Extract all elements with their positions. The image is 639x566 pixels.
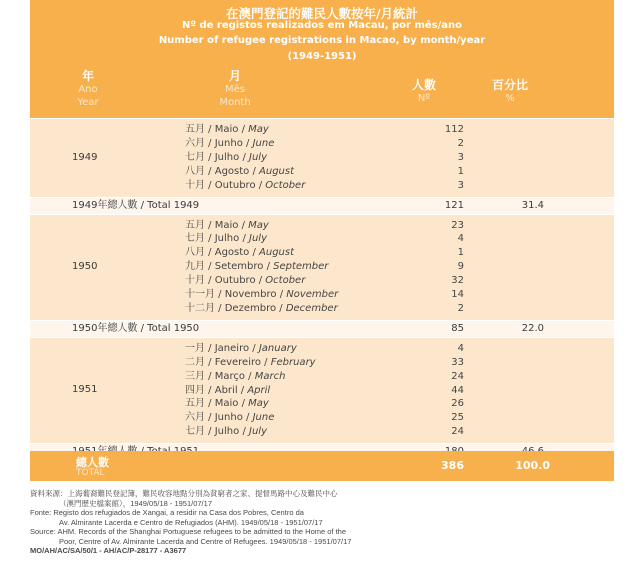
month-count: 3: [457, 179, 464, 191]
year-total-count: 85: [451, 322, 464, 334]
table-row: [30, 356, 614, 369]
note-source-line1: Source: AHM. Records of the Shanghai Portuguese refugees to be admitted to the Home of the: [30, 527, 347, 536]
table-row: [30, 342, 614, 355]
month-count: 1: [457, 165, 464, 177]
title-band: [30, 0, 614, 66]
month-label: 七月 / Julho / July: [185, 233, 267, 245]
month-count: 2: [457, 137, 464, 149]
month-count: 44: [451, 384, 464, 396]
month-count: 9: [457, 261, 464, 273]
month-label: 六月 / Junho / June: [185, 412, 275, 424]
month-count: 3: [457, 151, 464, 163]
month-count: 33: [451, 356, 464, 368]
note-fonte-line2: Av. Almirante Lacerda e Centro de Refugiados (AHM). 1949/05/18 - 1951/07/17: [59, 517, 323, 527]
grand-total-percentage: 100.0: [515, 459, 550, 472]
month-count: 23: [451, 219, 464, 231]
month-label: 七月 / Julho / July: [185, 151, 267, 163]
month-count: 112: [444, 124, 464, 135]
month-label: 十月 / Outubro / October: [185, 275, 306, 287]
month-label: 五月 / Maio / May: [185, 398, 269, 410]
table-row: [30, 274, 614, 287]
header-month: 月 Mês Month: [219, 69, 251, 108]
month-label: 六月 / Junho / June: [185, 137, 275, 149]
year-label: 1949: [72, 151, 98, 163]
month-label: 九月 / Setembro / September: [185, 261, 329, 273]
grand-total-label-zh: 總人數: [76, 456, 109, 469]
table-header: [30, 66, 614, 118]
grand-total-count: 386: [441, 459, 464, 472]
table-row: [30, 302, 614, 315]
table-row: [30, 397, 614, 410]
note-fonte-line1: Fonte: Registo dos refugiados de Xangai, a residir na Casa dos Pobres, Centro da: [30, 508, 304, 517]
table-row: [30, 123, 614, 136]
month-label: 三月 / Março / March: [185, 370, 286, 382]
table-row: [30, 179, 614, 192]
month-count: 24: [451, 426, 464, 438]
source-notes: [30, 489, 620, 556]
month-count: 32: [451, 275, 464, 287]
month-count: 4: [457, 342, 464, 354]
table-row: [30, 219, 614, 232]
month-count: 1: [457, 247, 464, 259]
note-zh-line1: 資料來源：上海葡裔難民登記簿，難民收容地點分別為貧窮者之家、提督馬路中心及難民中心: [30, 489, 338, 498]
month-label: 十一月 / Novembro / November: [185, 289, 339, 300]
month-count: 2: [457, 302, 464, 314]
table-row: [30, 151, 614, 164]
month-label: 七月 / Julho / July: [185, 426, 267, 438]
table-row: [30, 165, 614, 178]
year-total-row: [30, 198, 614, 214]
title-portuguese: Nº de registos realizados em Macau, por mês/ano: [181, 20, 463, 31]
table-row: [30, 425, 614, 438]
year-total-label: 1950年總人數 / Total 1950: [72, 322, 200, 334]
year-total-label: 1949年總人數 / Total 1949: [72, 199, 200, 211]
month-label: 五月 / Maio / May: [185, 124, 269, 135]
header-count: 人數 Nº: [411, 78, 436, 104]
grand-total-row: [30, 451, 614, 481]
table-row: [30, 370, 614, 383]
year-label: 1950: [72, 261, 98, 273]
title-chinese: 在澳門登記的難民人數按年/月統計: [225, 6, 419, 21]
header-year: 年 Ano Year: [77, 69, 99, 108]
month-count: 25: [451, 412, 464, 424]
table-row: [30, 232, 614, 245]
month-label: 八月 / Agosto / August: [185, 247, 295, 259]
note-source-line2: Poor, Centre of Av. Almirante Lacerda and Centre of Refugees. 1949/05/18 - 1951/07/17: [59, 536, 352, 546]
month-count: 24: [451, 370, 464, 382]
note-zh-line2: （澳門歷史檔案館），1949/05/18 - 1951/07/17: [59, 498, 212, 508]
year-label: 1951: [72, 384, 98, 396]
month-label: 十月 / Outubro / October: [185, 179, 306, 191]
month-label: 十二月 / Dezembro / December: [185, 302, 338, 314]
year-total-percentage: 31.4: [521, 199, 544, 211]
table-row: [30, 384, 614, 397]
grand-total-label-en: TOTAL: [76, 468, 105, 478]
month-label: 一月 / Janeiro / January: [185, 342, 297, 354]
year-total-percentage: 22.0: [521, 322, 544, 334]
month-label: 四月 / Abril / April: [185, 384, 271, 396]
title-english: Number of refugee registrations in Macao, by month/year: [158, 35, 486, 46]
month-count: 14: [451, 289, 464, 300]
header-percentage: 百分比 %: [491, 78, 528, 104]
table-row: [30, 288, 614, 301]
year-total-row: [30, 321, 614, 337]
year-total-count: 121: [444, 199, 464, 211]
month-count: 4: [457, 233, 464, 245]
month-label: 二月 / Fevereiro / February: [185, 356, 316, 368]
table-row: [30, 411, 614, 424]
table-row: [30, 260, 614, 273]
table-row: [30, 246, 614, 259]
month-label: 五月 / Maio / May: [185, 219, 269, 231]
table-row: [30, 137, 614, 150]
month-label: 八月 / Agosto / August: [185, 165, 295, 177]
note-reference-code: MO/AH/AC/SA/50/1 - AH/AC/P-28177 - A3677: [30, 546, 187, 555]
month-count: 26: [451, 398, 464, 410]
title-year-range: (1949-1951): [287, 51, 357, 62]
